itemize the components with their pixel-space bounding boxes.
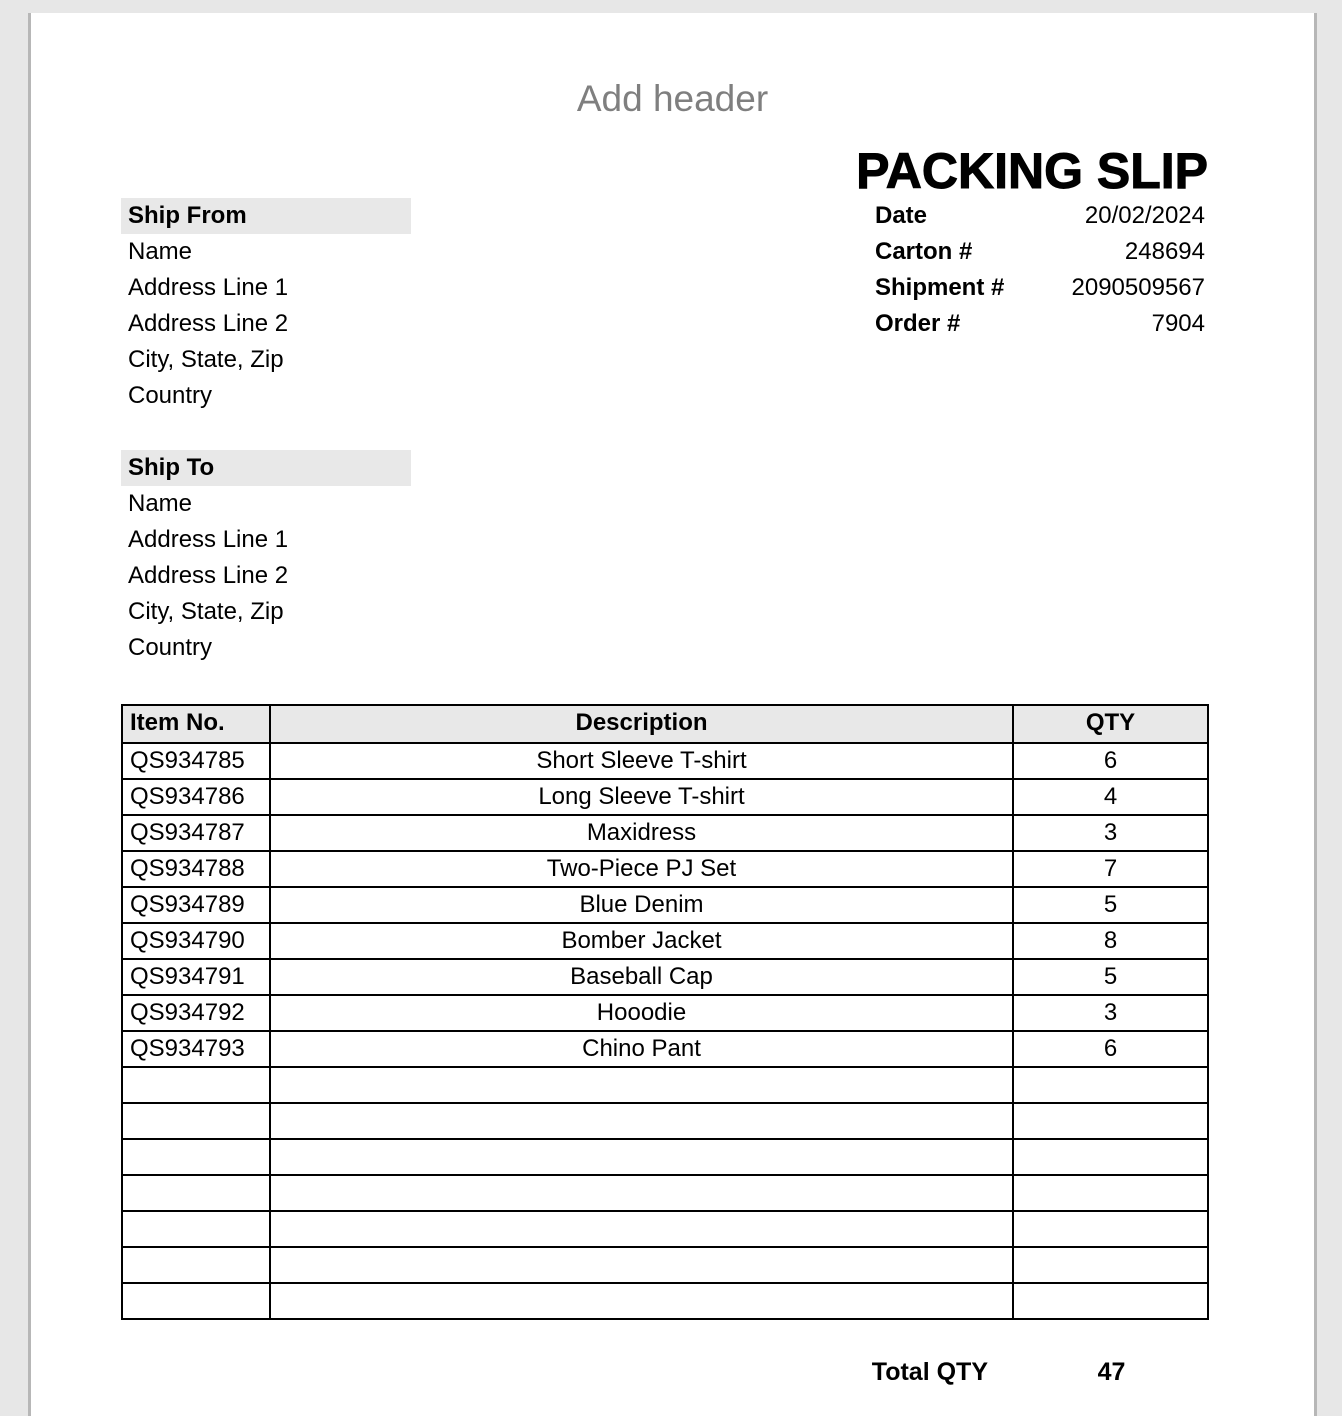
meta-label: Order #: [875, 310, 961, 337]
shipment-meta: [875, 198, 1205, 342]
column-header-qty: QTY: [1012, 706, 1207, 742]
description-cell-empty: [269, 1284, 1012, 1318]
item-no-cell-empty: [123, 1176, 269, 1210]
ship-to-line: City, State, Zip: [128, 598, 284, 625]
meta-value: 20/02/2024: [1084, 202, 1205, 229]
ship-to-line: Address Line 1: [128, 526, 289, 553]
qty-cell: 6: [1012, 1032, 1207, 1066]
ship-from-line: Name: [128, 238, 193, 265]
item-no-cell-empty: [123, 1284, 269, 1318]
qty-cell: 5: [1012, 960, 1207, 994]
description-cell-empty: [269, 1068, 1012, 1102]
ship-from-lines: [121, 234, 411, 414]
qty-cell-empty: [1012, 1104, 1207, 1138]
ship-from-heading: Ship From: [121, 198, 411, 234]
item-no-cell: QS934788: [130, 855, 245, 882]
meta-row: [875, 270, 1205, 306]
items-table-body: [123, 742, 1207, 1318]
item-no-cell: QS934786: [130, 783, 245, 810]
qty-cell-empty: [1012, 1140, 1207, 1174]
total-qty-row: [121, 1354, 1209, 1390]
description-cell-empty: [269, 1212, 1012, 1246]
table-row: [123, 850, 1207, 886]
total-qty-value: 47: [1097, 1358, 1126, 1386]
table-row-empty: [123, 1210, 1207, 1246]
ship-from-line: City, State, Zip: [128, 346, 284, 373]
items-table-header-row: [123, 706, 1207, 742]
meta-label: Carton #: [875, 238, 973, 265]
table-row: [123, 742, 1207, 778]
packing-slip-title: PACKING SLIP: [856, 143, 1208, 199]
item-no-cell-empty: [123, 1248, 269, 1282]
qty-cell: 3: [1012, 816, 1207, 850]
item-no-cell: QS934785: [130, 747, 245, 774]
table-row-empty: [123, 1102, 1207, 1138]
qty-cell-empty: [1012, 1176, 1207, 1210]
item-no-cell: QS934790: [130, 927, 245, 954]
table-row-empty: [123, 1066, 1207, 1102]
table-row-empty: [123, 1246, 1207, 1282]
description-cell-empty: [269, 1176, 1012, 1210]
item-no-cell-empty: [123, 1212, 269, 1246]
item-no-cell: QS934787: [130, 819, 245, 846]
description-cell: Bomber Jacket: [269, 924, 1012, 958]
ship-to-line: Address Line 2: [128, 562, 289, 589]
item-no-cell: QS934789: [130, 891, 245, 918]
item-no-cell: QS934792: [130, 999, 245, 1026]
ship-from-line: Country: [128, 382, 213, 409]
meta-value: 248694: [1124, 238, 1205, 265]
table-row: [123, 958, 1207, 994]
table-row-empty: [123, 1138, 1207, 1174]
ship-from-line: Address Line 1: [128, 274, 289, 301]
qty-cell: 8: [1012, 924, 1207, 958]
qty-cell: 3: [1012, 996, 1207, 1030]
column-header-item-no: Item No.: [130, 709, 225, 736]
total-qty-label: Total QTY: [871, 1358, 988, 1386]
description-cell-empty: [269, 1104, 1012, 1138]
table-row: [123, 922, 1207, 958]
meta-value: 2090509567: [1071, 274, 1205, 301]
item-no-cell: QS934793: [130, 1035, 245, 1062]
qty-cell-empty: [1012, 1068, 1207, 1102]
column-header-description: Description: [269, 706, 1012, 742]
meta-label: Shipment #: [875, 274, 1005, 301]
description-cell: Short Sleeve T-shirt: [269, 744, 1012, 778]
meta-row: [875, 306, 1205, 342]
qty-cell: 7: [1012, 852, 1207, 886]
items-table: [121, 704, 1209, 1320]
ship-to-line: Name: [128, 490, 193, 517]
ship-from-line: Address Line 2: [128, 310, 289, 337]
ship-to-heading: Ship To: [121, 450, 411, 486]
item-no-cell-empty: [123, 1140, 269, 1174]
meta-label: Date: [875, 202, 928, 229]
qty-cell-empty: [1012, 1284, 1207, 1318]
description-cell: Hooodie: [269, 996, 1012, 1030]
table-row: [123, 994, 1207, 1030]
ship-from-section: [121, 198, 411, 414]
description-cell-empty: [269, 1140, 1012, 1174]
item-no-cell: QS934791: [130, 963, 245, 990]
table-row: [123, 814, 1207, 850]
qty-cell: 6: [1012, 744, 1207, 778]
meta-row: [875, 198, 1205, 234]
table-row: [123, 1030, 1207, 1066]
description-cell-empty: [269, 1248, 1012, 1282]
qty-cell-empty: [1012, 1212, 1207, 1246]
ship-to-lines: [121, 486, 411, 666]
table-row-empty: [123, 1282, 1207, 1318]
meta-value: 7904: [1151, 310, 1205, 337]
meta-row: [875, 234, 1205, 270]
add-header-placeholder[interactable]: Add header: [576, 78, 769, 119]
description-cell: Maxidress: [269, 816, 1012, 850]
ship-to-line: Country: [128, 634, 213, 661]
description-cell: Two-Piece PJ Set: [269, 852, 1012, 886]
description-cell: Long Sleeve T-shirt: [269, 780, 1012, 814]
description-cell: Baseball Cap: [269, 960, 1012, 994]
table-row-empty: [123, 1174, 1207, 1210]
ship-to-section: [121, 450, 411, 666]
item-no-cell-empty: [123, 1068, 269, 1102]
qty-cell-empty: [1012, 1248, 1207, 1282]
qty-cell: 4: [1012, 780, 1207, 814]
table-row: [123, 778, 1207, 814]
qty-cell: 5: [1012, 888, 1207, 922]
document-page: [28, 13, 1317, 1416]
item-no-cell-empty: [123, 1104, 269, 1138]
table-row: [123, 886, 1207, 922]
description-cell: Chino Pant: [269, 1032, 1012, 1066]
description-cell: Blue Denim: [269, 888, 1012, 922]
